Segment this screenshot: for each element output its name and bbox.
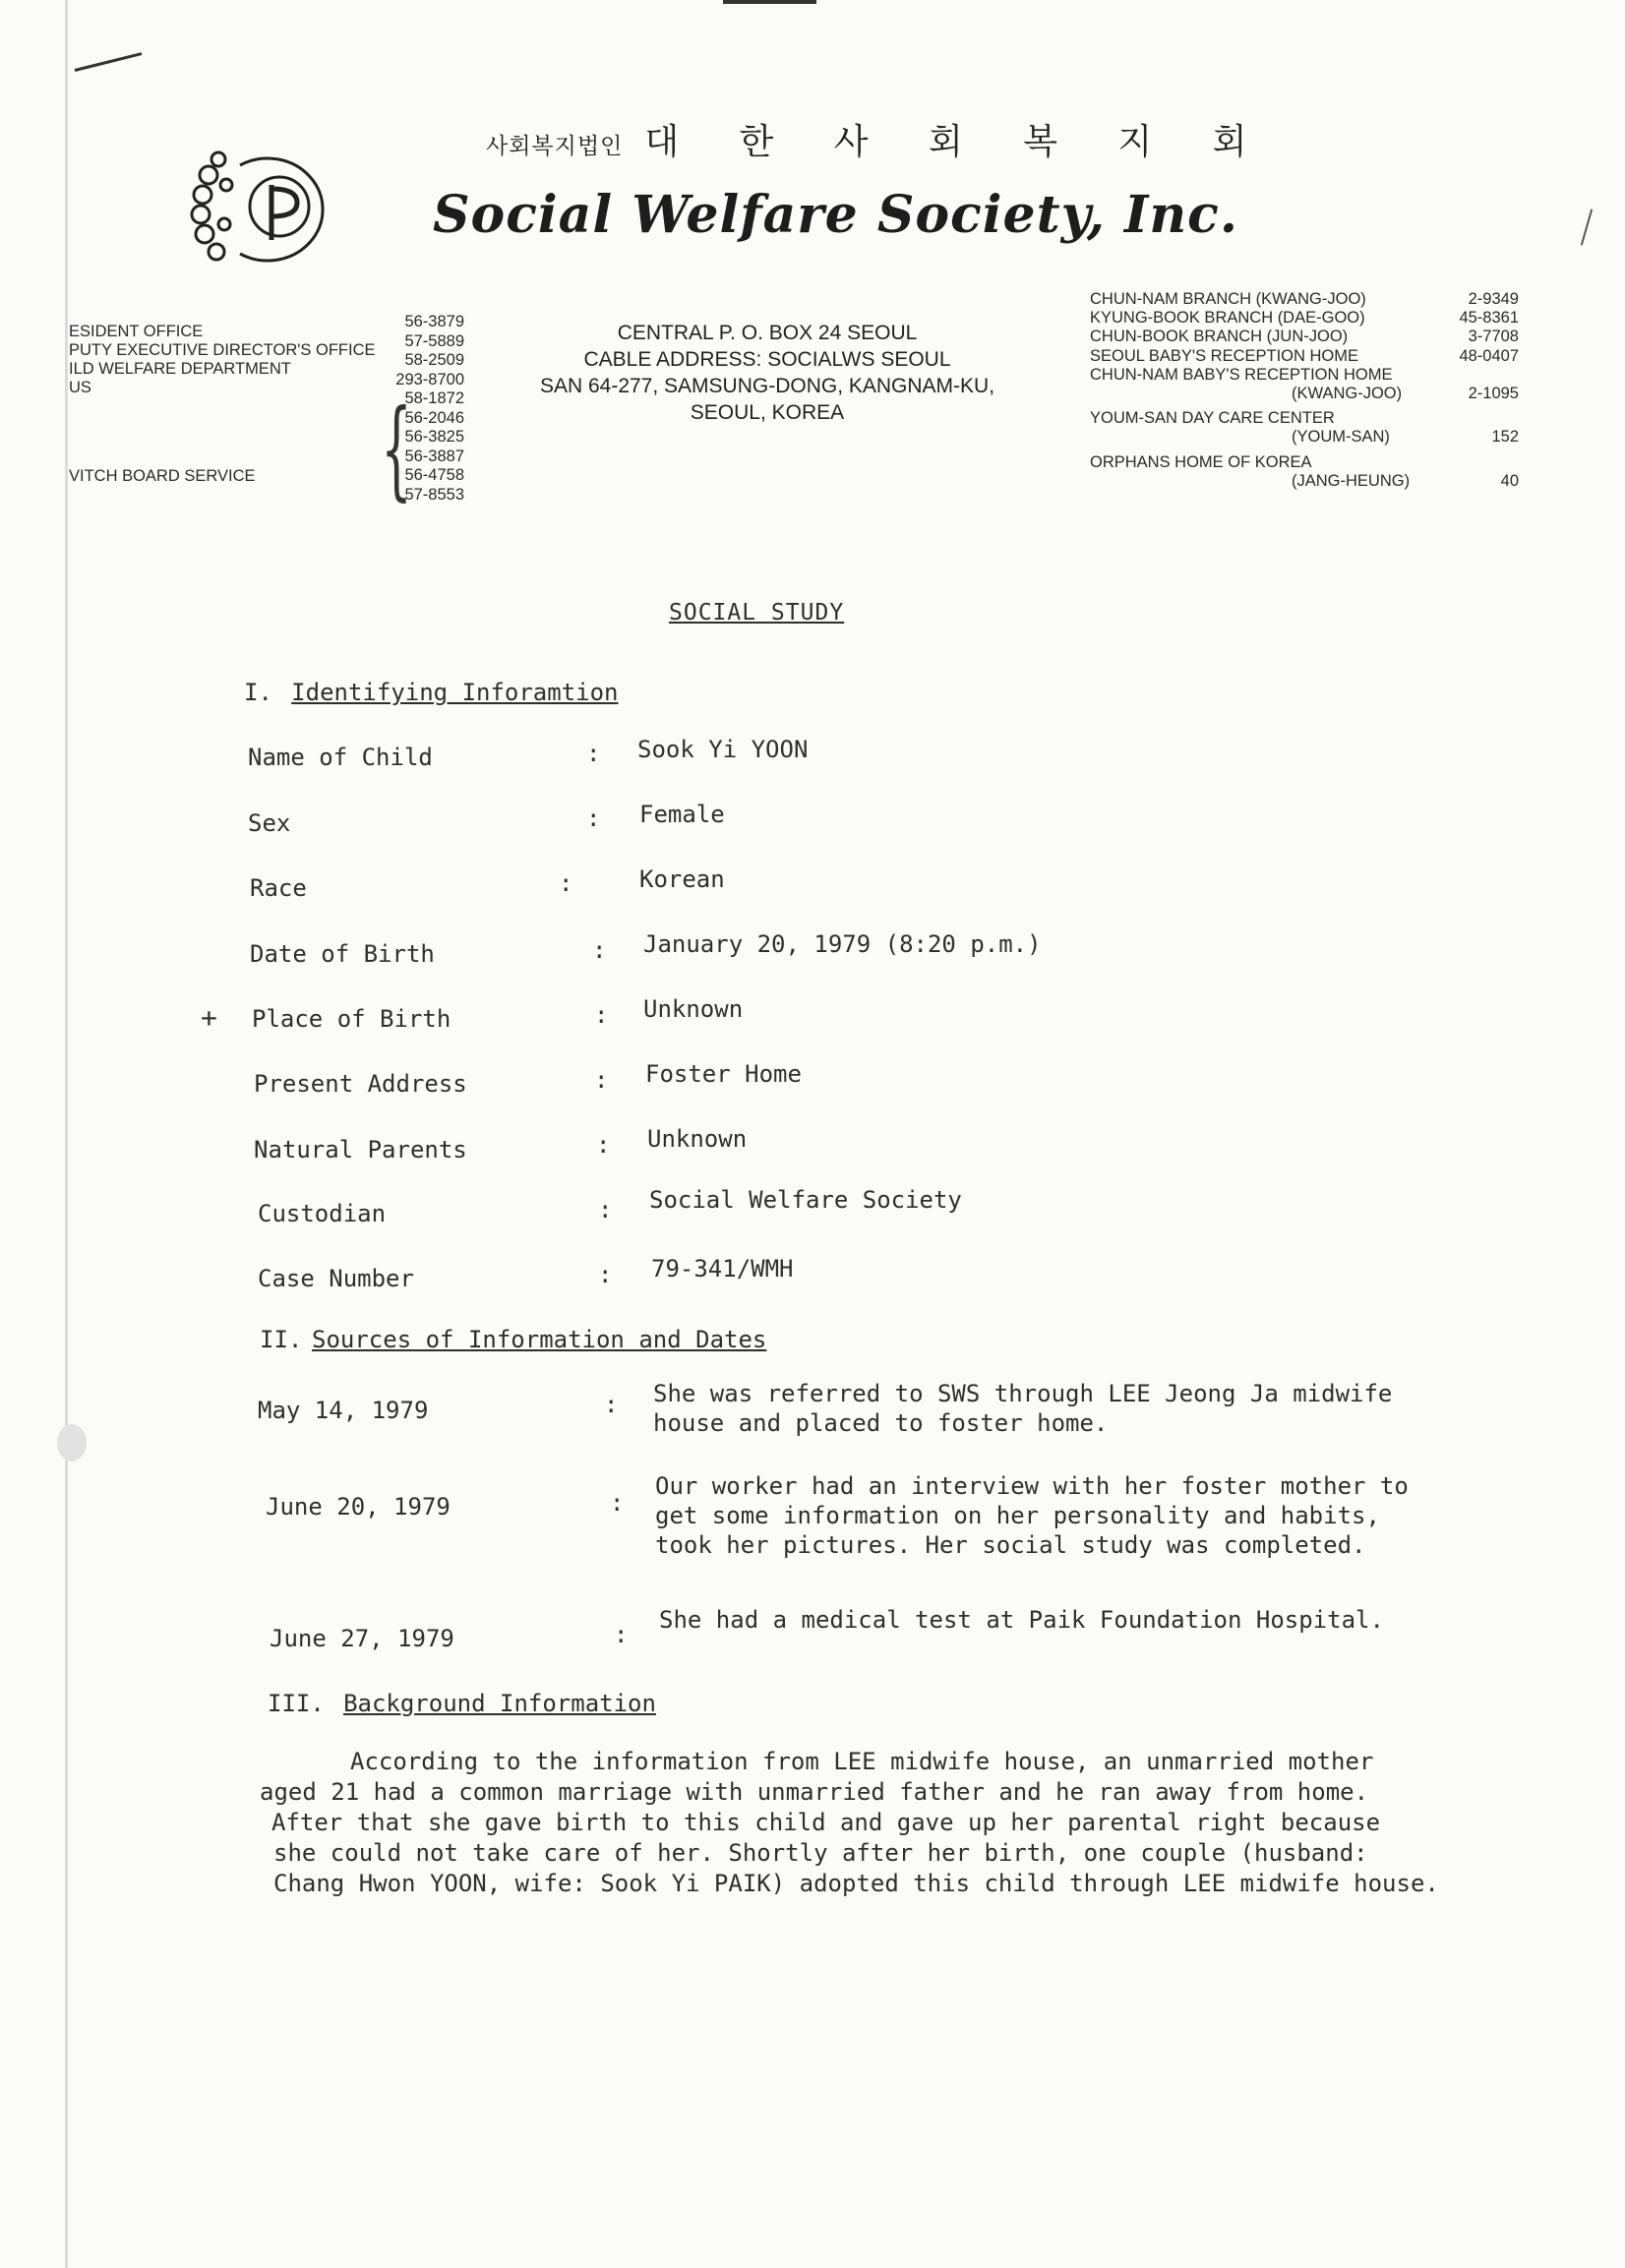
- korean-prefix: 사회복지법인: [486, 134, 624, 159]
- society-logo-icon: [189, 146, 336, 269]
- branch-row: [1090, 347, 1519, 366]
- branch-row: [1090, 409, 1519, 428]
- branch-name: KYUNG-BOOK BRANCH (DAE-GOO): [1090, 309, 1365, 328]
- switchboard-phone: 56-3887: [404, 447, 464, 465]
- section-number: III.: [268, 1690, 325, 1717]
- background-line: Chang Hwon YOON, wife: Sook Yi PAIK) adopted this child through LEE midwife house.: [273, 1870, 1439, 1897]
- section-number: II.: [260, 1326, 303, 1353]
- field-colon: :: [592, 936, 607, 964]
- branch-phone: 40: [1500, 471, 1519, 490]
- office-label: ESIDENT OFFICE: [69, 323, 204, 340]
- field-label-custodian: Custodian: [258, 1200, 387, 1227]
- document-title: SOCIAL STUDY: [669, 600, 845, 626]
- branch-row: [1090, 472, 1519, 491]
- branch-phone: 45-8361: [1459, 309, 1519, 328]
- branch-name: (KWANG-JOO): [1292, 385, 1403, 403]
- section-title: Identifying Inforamtion: [291, 679, 619, 706]
- source-line: She had a medical test at Paik Foundation Hospital.: [659, 1606, 1384, 1634]
- source-line: get some information on her personality and habits,: [655, 1502, 1380, 1529]
- branch-name: CHUN-BOOK BRANCH (JUN-JOO): [1090, 328, 1349, 346]
- field-colon: :: [559, 869, 573, 897]
- branch-row: [1090, 385, 1519, 403]
- branch-row: [1090, 328, 1519, 346]
- source-date: May 14, 1979: [258, 1397, 429, 1424]
- field-label-case: Case Number: [258, 1265, 414, 1292]
- address-line: SEOUL, KOREA: [690, 401, 845, 424]
- switchboard-phone: 57-8553: [404, 485, 464, 504]
- field-label-name: Name of Child: [248, 744, 433, 771]
- section-heading: [244, 679, 619, 706]
- source-line: Our worker had an interview with her foster mother to: [655, 1472, 1409, 1500]
- branch-name: ORPHANS HOME OF KOREA: [1090, 452, 1312, 471]
- source-date: June 27, 1979: [270, 1625, 454, 1652]
- branch-name: (JANG-HEUNG): [1292, 471, 1411, 490]
- office-label: PUTY EXECUTIVE DIRECTOR'S OFFICE: [69, 341, 376, 359]
- field-label-race: Race: [250, 874, 307, 902]
- branch-phone: [1450, 366, 1519, 385]
- field-colon: :: [586, 805, 601, 832]
- source-line: She was referred to SWS through LEE Jeong Ja midwife: [653, 1380, 1393, 1407]
- section-heading: [260, 1326, 766, 1353]
- source-date: June 20, 1979: [266, 1493, 451, 1521]
- branch-row: [1090, 309, 1519, 328]
- pen-stroke: [75, 52, 143, 72]
- switchboard-phone: 58-1872: [404, 389, 464, 407]
- source-line: house and placed to foster home.: [653, 1409, 1109, 1437]
- page-edge: [65, 0, 68, 2268]
- background-line: she could not take care of her. Shortly after her birth, one couple (husband:: [273, 1839, 1368, 1867]
- branch-row: [1090, 290, 1519, 309]
- field-label-sex: Sex: [248, 809, 291, 837]
- top-mark: [723, 0, 816, 4]
- field-value-race: Korean: [639, 865, 725, 893]
- field-label-dob: Date of Birth: [250, 940, 435, 968]
- source-text: [655, 1471, 1409, 1560]
- address-line: CENTRAL P. O. BOX 24 SEOUL: [617, 322, 918, 344]
- branch-row: [1090, 453, 1519, 472]
- margin-mark: [1581, 209, 1593, 245]
- asterisk-mark: +: [201, 1001, 217, 1034]
- field-label-parents: Natural Parents: [254, 1136, 467, 1164]
- field-colon: :: [610, 1489, 625, 1517]
- field-colon: :: [614, 1621, 629, 1648]
- branch-row: [1090, 428, 1519, 447]
- branch-name: CHUN-NAM BABY'S RECEPTION HOME: [1090, 365, 1393, 384]
- switchboard-phone: 56-4758: [404, 466, 464, 484]
- branch-name: SEOUL BABY'S RECEPTION HOME: [1090, 346, 1359, 365]
- punch-hole: [57, 1424, 87, 1462]
- field-value-sex: Female: [639, 801, 725, 828]
- field-value-name: Sook Yi YOON: [637, 736, 809, 763]
- section-title: Background Information: [343, 1690, 656, 1717]
- branch-phone: 2-1095: [1468, 385, 1519, 403]
- office-label: US: [69, 379, 91, 396]
- branch-name: YOUM-SAN DAY CARE CENTER: [1090, 409, 1335, 428]
- source-line: took her pictures. Her social study was completed.: [655, 1531, 1366, 1559]
- switchboard-phone: 56-3825: [404, 428, 464, 446]
- background-line: After that she gave birth to this child and gave up her parental right because: [271, 1809, 1381, 1836]
- korean-org-name: 대 한 사 회 복 지 회: [644, 122, 1272, 162]
- branch-phone: [1450, 453, 1519, 472]
- org-name: Social Welfare Society, Inc.: [433, 185, 1238, 245]
- field-colon: :: [594, 1066, 609, 1094]
- source-text: [653, 1379, 1392, 1438]
- source-text: [659, 1605, 1384, 1635]
- field-colon: :: [596, 1131, 611, 1159]
- field-value-parents: Unknown: [647, 1125, 748, 1153]
- field-value-case: 79-341/WMH: [651, 1255, 794, 1283]
- branch-name: (YOUM-SAN): [1292, 428, 1390, 447]
- office-phone: 57-5889: [404, 331, 464, 350]
- field-value-custodian: Social Welfare Society: [649, 1186, 962, 1214]
- branch-name: CHUN-NAM BRANCH (KWANG-JOO): [1090, 290, 1366, 308]
- background-line: aged 21 had a common marriage with unmarried father and he ran away from home.: [260, 1778, 1369, 1806]
- branch-phone: 2-9349: [1468, 290, 1519, 308]
- field-colon: :: [598, 1261, 613, 1288]
- branch-list: [1090, 290, 1519, 491]
- branch-phone: 152: [1491, 428, 1519, 447]
- field-label-pob: Place of Birth: [252, 1005, 451, 1033]
- field-value-address: Foster Home: [645, 1060, 802, 1088]
- section-title: Sources of Information and Dates: [312, 1326, 767, 1353]
- office-label: ILD WELFARE DEPARTMENT: [69, 360, 291, 378]
- office-phone: 56-3879: [404, 313, 464, 330]
- address-line: SAN 64-277, SAMSUNG-DONG, KANGNAM-KU,: [539, 375, 995, 397]
- central-address: [512, 320, 1023, 426]
- background-line: According to the information from LEE midwife house, an unmarried mother: [350, 1748, 1374, 1775]
- section-heading: [268, 1690, 656, 1717]
- branch-phone: 48-0407: [1459, 346, 1519, 365]
- section-number: I.: [244, 679, 272, 706]
- field-label-address: Present Address: [254, 1070, 467, 1098]
- branch-row: [1090, 366, 1519, 385]
- switchboard-phone: 56-2046: [404, 408, 464, 427]
- field-value-pob: Unknown: [643, 995, 744, 1023]
- field-colon: :: [594, 1001, 609, 1029]
- field-value-dob: January 20, 1979 (8:20 p.m.): [643, 930, 1042, 958]
- office-phone: 293-8700: [395, 370, 464, 388]
- korean-org-line: [486, 114, 1271, 164]
- brace-icon: {: [381, 386, 412, 511]
- switchboard-label: VITCH BOARD SERVICE: [69, 467, 256, 485]
- field-colon: :: [604, 1391, 619, 1418]
- address-line: CABLE ADDRESS: SOCIALWS SEOUL: [583, 348, 951, 371]
- office-labels: [69, 323, 376, 486]
- office-phone: 58-2509: [404, 351, 464, 369]
- branch-phone: [1450, 409, 1519, 428]
- field-colon: :: [598, 1196, 613, 1224]
- branch-phone: 3-7708: [1468, 328, 1519, 346]
- field-colon: :: [586, 740, 601, 767]
